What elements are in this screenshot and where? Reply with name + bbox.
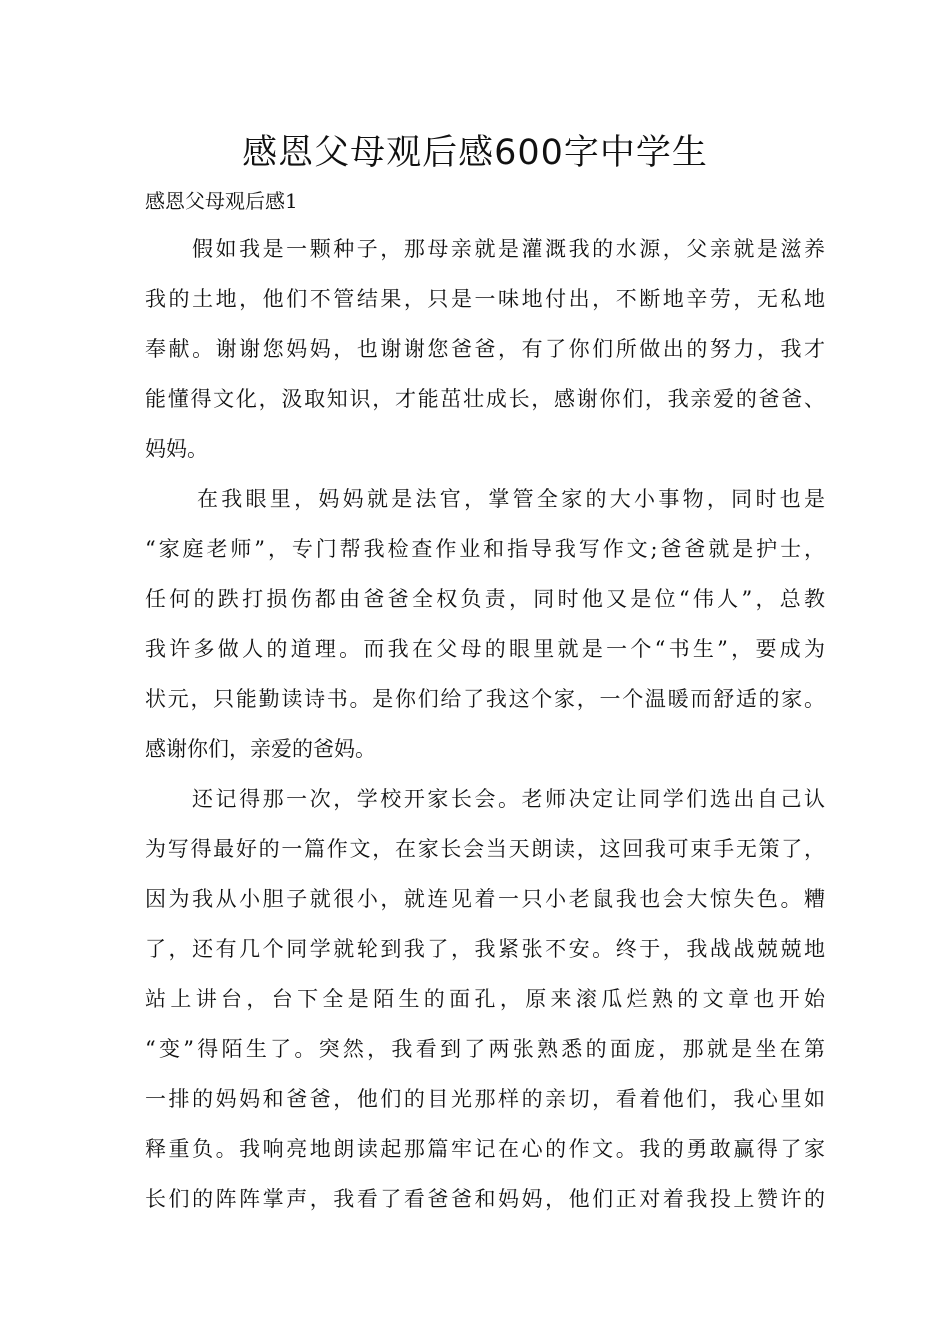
text-line: 因为我从小胆子就很小，就连见着一只小老鼠我也会大惊失色。糟 [145,887,825,911]
text-line: 在我眼里，妈妈就是法官，掌管全家的大小事物，同时也是 [197,487,825,511]
text-line: 感谢你们，亲爱的爸妈。 [145,737,376,761]
section-heading: 感恩父母观后感1 [145,189,298,213]
text-line: “家庭老师”，专门帮我检查作业和指导我写作文;爸爸就是护士， [145,537,825,561]
text-line: 我的土地，他们不管结果，只是一味地付出，不断地辛劳，无私地 [145,287,825,311]
text-line: 奉献。谢谢您妈妈，也谢谢您爸爸，有了你们所做出的努力，我才 [145,337,825,361]
text-line: 妈妈。 [145,437,208,461]
text-line: 我许多做人的道理。而我在父母的眼里就是一个“书生”，要成为 [145,637,825,661]
text-line: 假如我是一颗种子，那母亲就是灌溉我的水源，父亲就是滋养 [192,237,825,261]
text-line: 状元，只能勤读诗书。是你们给了我这个家，一个温暖而舒适的家。 [145,687,825,711]
text-line: 站上讲台，台下全是陌生的面孔，原来滚瓜烂熟的文章也开始 [145,987,825,1011]
text-line: 还记得那一次，学校开家长会。老师决定让同学们选出自己认 [192,787,825,811]
document-title: 感恩父母观后感600字中学生 [242,133,708,173]
text-line: 长们的阵阵掌声，我看了看爸爸和妈妈，他们正对着我投上赞许的 [145,1187,825,1211]
text-line: 为写得最好的一篇作文，在家长会当天朗读，这回我可束手无策了， [145,837,825,861]
text-line: 释重负。我响亮地朗读起那篇牢记在心的作文。我的勇敢赢得了家 [145,1137,825,1161]
text-line: 任何的跌打损伤都由爸爸全权负责，同时他又是位“伟人”，总教 [145,587,825,611]
text-line: 能懂得文化，汲取知识，才能茁壮成长，感谢你们，我亲爱的爸爸、 [145,387,825,411]
text-line: 了，还有几个同学就轮到我了，我紧张不安。终于，我战战兢兢地 [145,937,825,961]
text-line: 一排的妈妈和爸爸，他们的目光那样的亲切，看着他们，我心里如 [145,1087,825,1111]
text-line: “变”得陌生了。突然，我看到了两张熟悉的面庞，那就是坐在第 [145,1037,825,1061]
